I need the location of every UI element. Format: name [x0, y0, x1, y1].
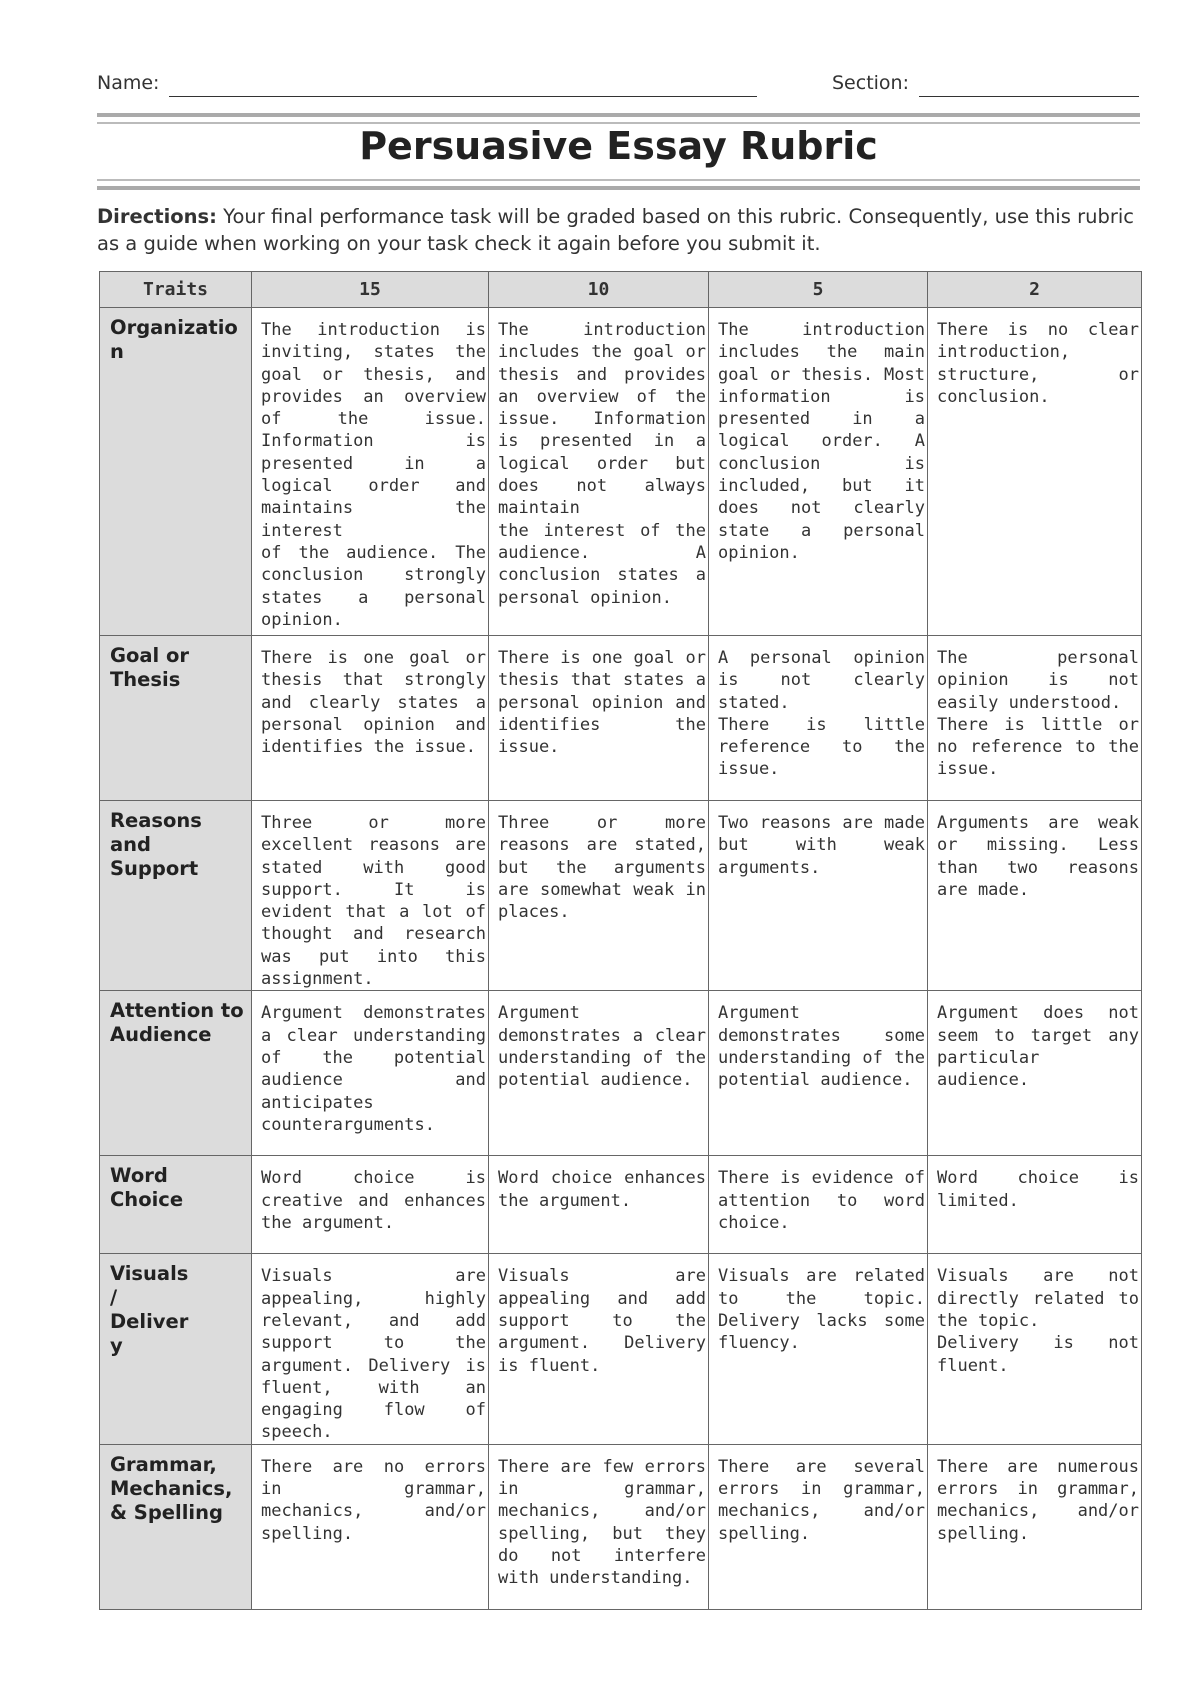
criteria-text: There is one goal or thesis that states a personal opinion and identifies the issue. [498, 648, 706, 758]
table-header-row [100, 272, 1142, 308]
header-score-10: 10 [489, 272, 709, 308]
name-blank-line[interactable] [169, 96, 757, 97]
criteria-cell [489, 308, 709, 636]
table-row-grammar-mechanics [100, 1444, 1142, 1609]
criteria-text: Argument demonstrates a clear understanding of the potential audience and anticipates counterarguments. [261, 1003, 486, 1135]
name-label: Name: [97, 72, 160, 94]
criteria-cell [928, 1254, 1142, 1444]
criteria-cell [489, 1156, 709, 1254]
trait-cell [100, 308, 252, 636]
criteria-cell [928, 308, 1142, 636]
criteria-cell [928, 1444, 1142, 1609]
name-section-row [97, 72, 1140, 102]
criteria-text: The personal opinion is not easily understood. There is little or no reference to the issue. [937, 648, 1139, 780]
criteria-text: A personal opinion is not clearly stated. There is little reference to the issue. [718, 648, 925, 780]
header-score-2: 2 [928, 272, 1142, 308]
criteria-text: There are few errors in grammar, mechanics, and/or spelling, but they do not interfere with understanding. [498, 1456, 706, 1589]
header-score-5: 5 [709, 272, 928, 308]
criteria-cell [928, 991, 1142, 1156]
criteria-text: Argument demonstrates a clear understanding of the potential audience. [498, 1003, 706, 1091]
trait-cell [100, 1254, 252, 1444]
criteria-text: There is no clear introduction, structure, or conclusion. [937, 320, 1139, 407]
table-row-goal-thesis [100, 636, 1142, 801]
trait-label: Attention to Audience [110, 999, 244, 1047]
trait-label: Word Choice [110, 1164, 184, 1212]
directions-label: Directions: [97, 205, 217, 228]
criteria-text: The introduction includes the goal or thesis and provides an overview of the issue. Information is presented in a logical order but does not always maintain the interest of the audience. A conclusion states a personal opinion. [498, 320, 706, 608]
rubric-table [99, 271, 1142, 1610]
criteria-cell [709, 1156, 928, 1254]
criteria-cell [928, 1156, 1142, 1254]
table-row-word-choice [100, 1156, 1142, 1254]
section-label: Section: [832, 72, 909, 94]
criteria-text: The introduction includes the main goal or thesis. Most information is presented in a logical order. A conclusion is included, but it does not clearly state a personal opinion. [718, 320, 925, 563]
criteria-cell [252, 991, 489, 1156]
criteria-cell [252, 1254, 489, 1444]
trait-cell [100, 636, 252, 801]
table-row-reasons-support [100, 801, 1142, 991]
trait-label: Goal or Thesis [110, 644, 190, 691]
trait-label: Grammar, Mechanics, & Spelling [110, 1452, 233, 1524]
trait-label: Visuals / Deliver y [110, 1262, 189, 1358]
bottom-divider-thin [97, 179, 1140, 181]
top-divider-thick [97, 113, 1140, 117]
header-score-15: 15 [252, 272, 489, 308]
bottom-divider-thick [97, 186, 1140, 190]
trait-label: Reasons and Support [110, 809, 202, 880]
criteria-text: There are no errors in grammar, mechanics, and/or spelling. [261, 1456, 486, 1544]
criteria-cell [252, 801, 489, 991]
criteria-cell [489, 636, 709, 801]
criteria-cell [709, 636, 928, 801]
criteria-cell [489, 1444, 709, 1609]
criteria-cell [709, 308, 928, 636]
directions-paragraph [97, 203, 1142, 257]
criteria-text: Two reasons are made but with weak arguments. [718, 813, 925, 878]
table-row-organization [100, 308, 1142, 636]
criteria-cell [709, 1254, 928, 1444]
trait-cell [100, 1444, 252, 1609]
header-traits: Traits [100, 272, 252, 308]
section-blank-line[interactable] [919, 96, 1139, 97]
trait-label: Organizatio n [110, 316, 238, 363]
page-title: Persuasive Essay Rubric [359, 124, 878, 168]
criteria-cell [928, 636, 1142, 801]
criteria-text: Word choice enhances the argument. [498, 1168, 706, 1211]
criteria-text: Argument demonstrates some understanding of the potential audience. [718, 1003, 925, 1091]
directions-text: Your final performance task will be graded based on this rubric. Consequently, use this rubric as a guide when working on your task check it again before you submit it. [97, 205, 1134, 255]
criteria-cell [252, 1156, 489, 1254]
criteria-cell [709, 991, 928, 1156]
criteria-text: Arguments are weak or missing. Less than two reasons are made. [937, 813, 1139, 900]
table-row-attention-audience [100, 991, 1142, 1156]
criteria-text: There are several errors in grammar, mechanics, and/or spelling. [718, 1456, 925, 1544]
criteria-text: Visuals are not directly related to the topic. Delivery is not fluent. [937, 1266, 1139, 1376]
trait-cell [100, 801, 252, 991]
criteria-text: Visuals are appealing and add support to the argument. Delivery is fluent. [498, 1266, 706, 1376]
criteria-text: Argument does not seem to target any particular audience. [937, 1003, 1139, 1091]
criteria-text: There is evidence of attention to word choice. [718, 1168, 925, 1233]
criteria-text: Word choice is limited. [937, 1168, 1139, 1211]
criteria-cell [489, 991, 709, 1156]
criteria-text: Visuals are related to the topic. Delivery lacks some fluency. [718, 1266, 925, 1354]
criteria-text: Word choice is creative and enhances the argument. [261, 1168, 486, 1233]
criteria-text: Three or more reasons are stated, but the arguments are somewhat weak in places. [498, 813, 706, 923]
criteria-text: There is one goal or thesis that strongly and clearly states a personal opinion and identifies the issue. [261, 648, 486, 758]
criteria-text: The introduction is inviting, states the goal or thesis, and provides an overview of the issue. Information is presented in a logical order and maintains the interest of the audience. The conclusion strongly states a personal opinion. [261, 320, 486, 630]
criteria-cell [252, 636, 489, 801]
criteria-text: There are numerous errors in grammar, mechanics, and/or spelling. [937, 1456, 1139, 1544]
criteria-cell [928, 801, 1142, 991]
trait-cell [100, 1156, 252, 1254]
criteria-cell [709, 801, 928, 991]
criteria-text: Visuals are appealing, highly relevant, and add support to the argument. Delivery is fluent, with an engaging flow of speech. [261, 1266, 486, 1443]
trait-cell [100, 991, 252, 1156]
table-row-visuals-delivery [100, 1254, 1142, 1444]
criteria-cell [489, 1254, 709, 1444]
criteria-cell [252, 308, 489, 636]
criteria-text: Three or more excellent reasons are stated with good support. It is evident that a lot of thought and research was put into this assignment. [261, 813, 486, 990]
criteria-cell [489, 801, 709, 991]
criteria-cell [252, 1444, 489, 1609]
criteria-cell [709, 1444, 928, 1609]
